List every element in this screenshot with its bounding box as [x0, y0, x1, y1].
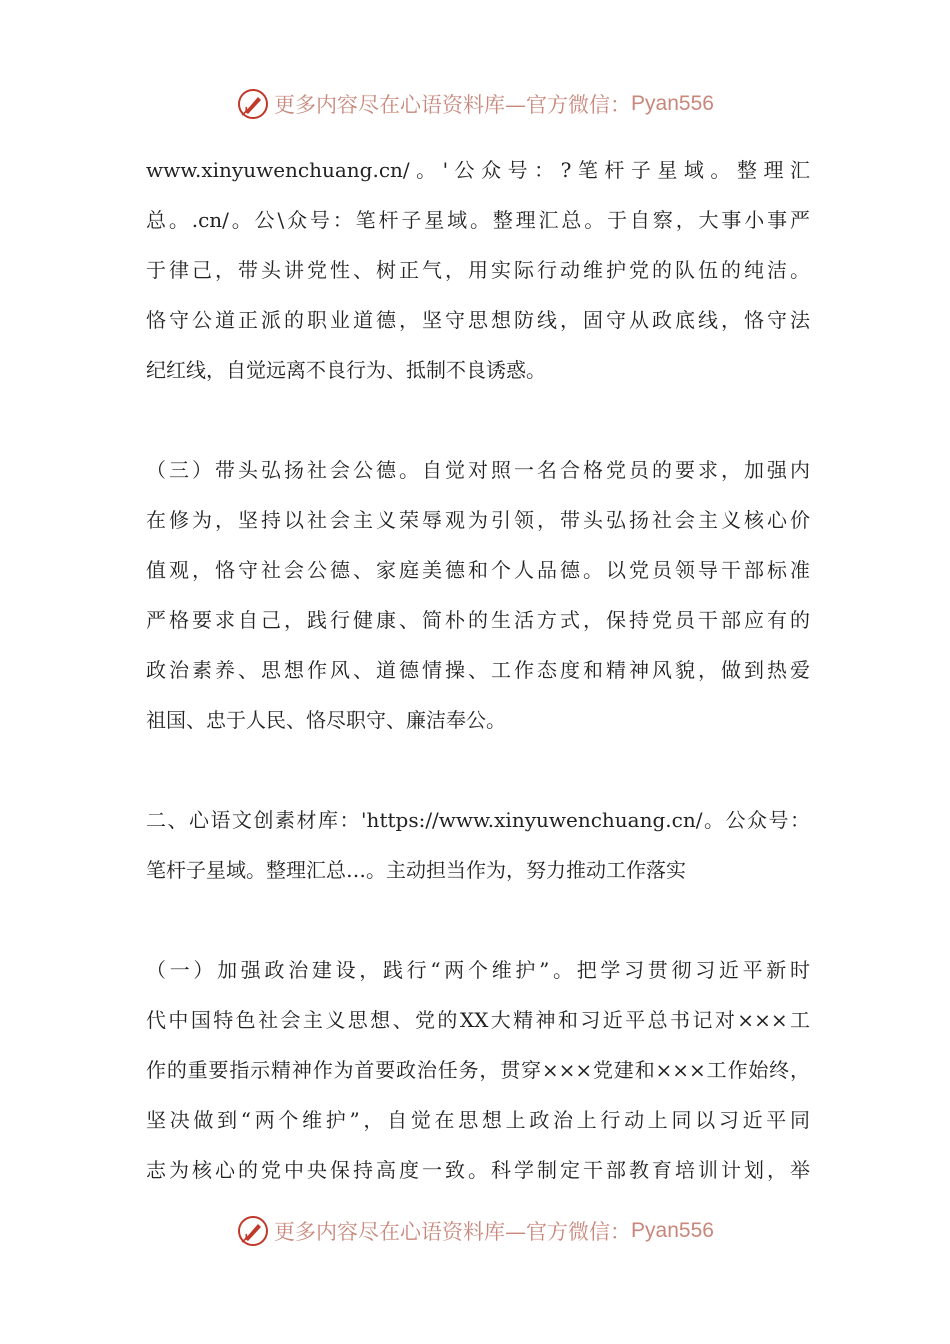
- paragraph-3: [146, 795, 810, 895]
- text-line: 政治素养、思想作风、道德情操、工作态度和精神风貌，做到热爱: [146, 658, 810, 682]
- text-line: 祖国、忠于人民、恪尽职守、廉洁奉公。: [146, 708, 506, 732]
- paragraph-1: [146, 145, 810, 395]
- text-line: 值观，恪守社会公德、家庭美德和个人品德。以党员领导干部标准: [146, 558, 810, 582]
- text-line: 在修为，坚持以社会主义荣辱观为引领，带头弘扬社会主义核心价: [146, 508, 810, 532]
- text-line: 代中国特色社会主义思想、党的XX大精神和习近平总书记对×××工: [146, 1008, 810, 1032]
- paragraph-2: [146, 445, 810, 745]
- text-line: （三）带头弘扬社会公德。自觉对照一名合格党员的要求，加强内: [146, 458, 810, 482]
- pen-logo-icon: [236, 1214, 270, 1248]
- footer-banner-text: 更多内容尽在心语资料库—官方微信：: [274, 1220, 632, 1244]
- text-line: www.xinyuwenchuang.cn/ 。 ' 公 众 号 ： ? 笔 杆 子 星 域 。 整 理 汇: [146, 158, 810, 182]
- text-line: 笔杆子星域。整理汇总…。主动担当作为，努力推动工作落实: [146, 858, 686, 882]
- text-line: 纪红线，自觉远离不良行为、抵制不良诱惑。: [146, 358, 546, 382]
- text-line: 志为核心的党中央保持高度一致。科学制定干部教育培训计划，举: [146, 1158, 810, 1182]
- pen-logo-icon: [236, 87, 270, 121]
- footer-banner: [0, 1211, 950, 1251]
- paragraph-4: [146, 945, 810, 1195]
- header-banner-text: 更多内容尽在心语资料库—官方微信：: [274, 93, 632, 117]
- text-line: 于律己，带头讲党性、树正气，用实际行动维护党的队伍的纯洁。: [146, 258, 810, 282]
- text-line: 二、心语文创素材库：'https://www.xinyuwenchuang.cn/。公众号：: [146, 808, 810, 832]
- text-line: 坚决做到“两个维护”，自觉在思想上政治上行动上同以习近平同: [146, 1108, 810, 1132]
- footer-wechat-id: Pyan556: [631, 1219, 714, 1242]
- text-line: 总。.cn/。公\众号：笔杆子星域。整理汇总。于自察，大事小事严: [146, 208, 810, 232]
- text-line: 恪守公道正派的职业道德，坚守思想防线，固守从政底线，恪守法: [146, 308, 810, 332]
- header-banner: [0, 84, 950, 124]
- text-line: 作的重要指示精神作为首要政治任务，贯穿×××党建和×××工作始终，: [146, 1058, 810, 1082]
- text-line: 严格要求自己，践行健康、简朴的生活方式，保持党员干部应有的: [146, 608, 810, 632]
- header-wechat-id: Pyan556: [631, 92, 714, 115]
- text-line: （一）加强政治建设，践行“两个维护”。把学习贯彻习近平新时: [146, 958, 810, 982]
- document-body: [146, 145, 810, 1195]
